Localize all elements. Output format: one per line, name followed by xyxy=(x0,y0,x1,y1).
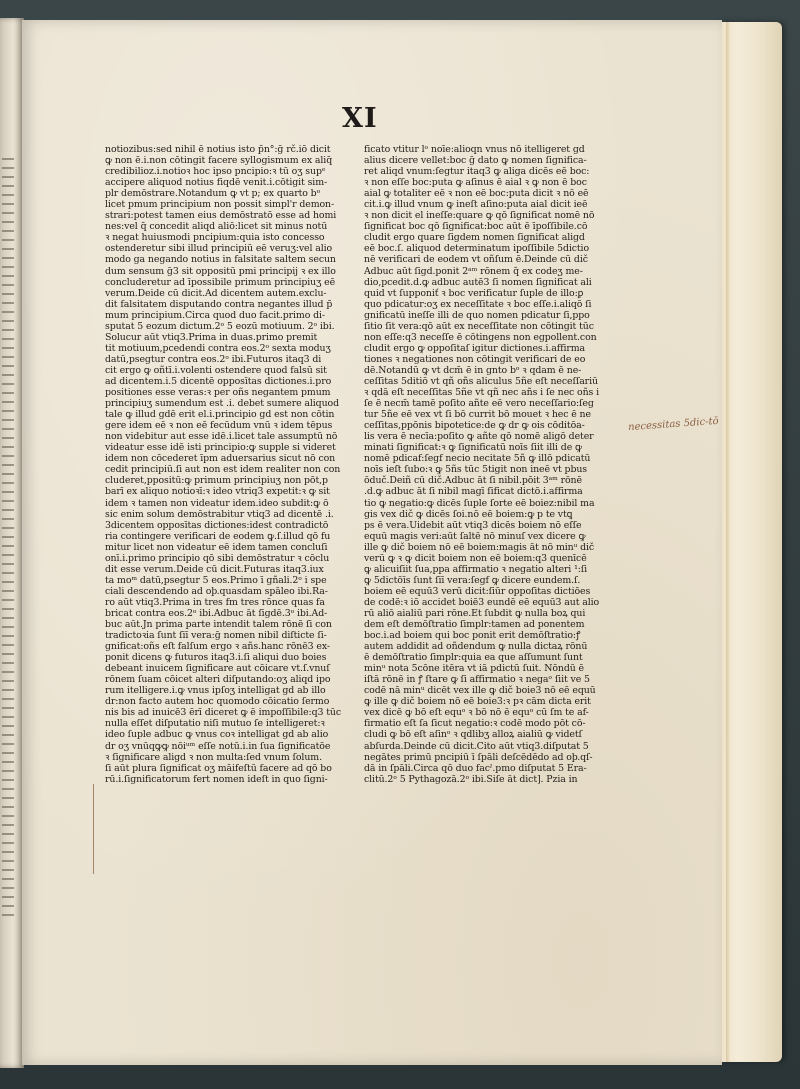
text-line: gnificatū ineſſe illi de quo nomen pdicatur ſi,ppo xyxy=(364,309,590,321)
text-line: tit motiuum,pcedendi contra eos.2ᵒ sexta moduʒ xyxy=(105,342,331,354)
text-line: nē verificari de eodem vt oñſum ē.Deinde cū dič xyxy=(364,254,588,266)
text-line: noīs ieſt ſubo:ꝛ ꝙ 5ñs tūc 5tigit non ineē vt pbus xyxy=(364,464,588,476)
text-line: dit falsitatem disputando contra negantes illud p̄ xyxy=(105,298,333,310)
text-line: idem ꝛ tamen non videatur idem.ideo subdit:ꝙ ō xyxy=(105,497,329,509)
text-line: ꝛ non dicit el ineſſe:quare ꝙ qō ſignificat nomē nō xyxy=(364,210,595,222)
marginal-bracket xyxy=(93,784,100,874)
text-line: dē.Notandū ꝙ vt dcm̄ ē in gnto bᵒ ꝛ qdam ē ne- xyxy=(364,364,582,376)
text-line: autem addidit ad oñdendum ꝙ nulla dictaꝝ rōnū xyxy=(364,641,588,653)
text-line: positiones esse veras:ꝛ per oñs negantem pmum xyxy=(105,387,331,399)
text-line: ꝙ 5dictōīs ſunt ſiī vera:ſegf ꝙ dicere eundem.ſ. xyxy=(364,574,581,586)
text-line: ficato vtitur lᵒ noīe:alioqn vnus nō itelligeret gd xyxy=(364,144,585,155)
text-line: plr demōstrare.Notandum ꝙ vt p; ex quarto bᵒ xyxy=(105,188,321,200)
text-line: Adbuc aūt ſigd.ponit 2ᵃᵐ rōnem q̄ ex codeʒ me- xyxy=(364,265,583,277)
text-line: strari:potest tamen eius demōstratō esse ad homi xyxy=(105,210,337,222)
text-line: tio ꝙ negatio:ꝙ dicēs ſuple ſorte eē boiez:nibil ma xyxy=(364,497,595,509)
text-line: ceſſitas,ppōnis bipotetice:de ꝙ dr ꝙ ois cōditōa- xyxy=(364,420,585,432)
text-line: idem non cōcederet īpm aduersarius sicut nō con xyxy=(105,453,336,465)
folio-number: XI xyxy=(342,103,378,134)
text-line: datū,psegtur contra eos.2ᵒ ibi.Futuros itaq3 di xyxy=(105,353,322,365)
book-page xyxy=(22,20,722,1065)
text-line: rōnem ſuam cōicet alteri diſputando:oʒ aliqd ipo xyxy=(105,674,331,686)
text-line: alius dicere vellet:boc ḡ dato ꝙ nomen ſignifica- xyxy=(364,155,587,167)
text-column-right xyxy=(364,144,620,785)
text-line: aial ꝙ totaliter eē ꝛ non eē boc:puta dicit ꝛ nō eē xyxy=(364,188,589,200)
text-line: codē nā minᵘ dicēt vex ille ꝙ dič boie3 nō eē equū xyxy=(364,685,596,697)
text-line: de codē:ꝛ iō accidet boiē3 eundē eē equū3 aut alio xyxy=(364,596,600,608)
text-line: ille ꝙ dič boiem nō eē boiem:magis āt nō minᵘ dič xyxy=(364,541,595,553)
text-line: ria contingere verificari de eodem ꝙ.ſ.illud qō fu xyxy=(105,530,331,542)
text-line: cit ergo ꝙ oñtī.i.volenti ostendere quod falsū sit xyxy=(105,364,327,376)
text-line: ꝛ negat huiusmodi pncipium:quia isto concesso xyxy=(105,232,325,244)
text-line: ꝛ ſignificare aligd ꝛ non multa:ſed vnum ſolum. xyxy=(105,751,322,763)
text-line: onī.i.primo principio qō sibi demōstratur ꝛ cōclu xyxy=(105,552,330,564)
text-line: barī ex aliquo notioꝛī:ꝛ ideo vtriq3 expetit:ꝛ ꝙ sit xyxy=(105,486,330,498)
text-line: bricat contra eos.2ᵒ ibi.Adbuc āt ſigdē.3ᵒ ibi.Ad- xyxy=(105,607,328,619)
text-line: concluderetur ad īpossibile primum principiuʒ eē xyxy=(105,276,336,288)
text-line: minati ſignificat:ꝛ ꝙ ſignificatū noīs ſiit illi de ꝙ xyxy=(364,442,582,454)
text-line: credibilioz.i.notioꝛ hoc ipso pncipio:ꝛ tū oʒ supᵉ xyxy=(105,166,326,178)
text-line: clitū.2ᵒ 5 Pythagozā.2ᵒ ibi.Siſe āt dict]. Pzia in xyxy=(364,773,578,785)
text-line: tiones ꝛ negationes non cōtingit verificari de eo xyxy=(364,353,586,365)
text-line: ps ē vera.Uidebit aūt vtiq3 dicēs boiem nō eſſe xyxy=(364,519,582,531)
text-line: sic enim solum demōstrabitur vtiq3 ad dicentē .i. xyxy=(105,508,334,520)
text-line: ro aūt vtiq3.Prima in tres fm tres rōnce quas fa xyxy=(105,596,325,608)
text-line: ē demōſtratio ſimplr:quia ea que aſſumunt ſunt xyxy=(364,652,583,664)
text-line: ſi aūt plura ſignificat oʒ māifeſtū facere ad qō bo xyxy=(105,762,332,774)
text-line: boc.i.ad boiem qui boc ponit erit demōſtratio:ꝭ xyxy=(364,630,581,642)
text-line: ꝙ ille ꝙ dič boiem nō eē boie3:ꝛ pꝛ cām dicta erit xyxy=(364,696,591,708)
text-line: ceſſitas 5ditiō vt qñ oñs aliculus 5ñe eſt neceſſariū xyxy=(364,375,598,387)
text-line: dum sensum ḡ3 sit oppositū pmi principij ꝛ ex illo xyxy=(105,265,336,277)
text-line: nes:vel q̄ concedit aliqd aliō:licet sit minus notū xyxy=(105,221,328,233)
text-line: ꝛ non eſſe boc:puta ꝙ aſinus ē aial ꝛ ꝙ non ē boc xyxy=(364,177,587,189)
text-line: accipere aliquod notius fiqdē venit.i.cōtigit sim- xyxy=(105,177,328,189)
text-line: Solucur aūt vtiq3.Prima in duas.primo premit xyxy=(105,331,318,343)
text-line: quid vt ſupponiť ꝛ boc verificatur ſuple de illo:ꝑ xyxy=(364,287,584,299)
text-line: dio,pcedit.d.ꝙ adbuc autē3 ſi nomen ſignificat ali xyxy=(364,276,592,288)
text-line: gnificat:oñs eſt falſum ergo ꝛ añs.hanc rōnē3 ex- xyxy=(105,641,330,653)
text-line: tale ꝙ illud gdē erit el.i.principio gd est non cōtin xyxy=(105,409,335,421)
text-line: dit esse verum.Deide cū dicit.Futuras itaq3.iux xyxy=(105,563,324,575)
text-line: equū magis veri:aūt ſaltē nō minuſ vex dicere ꝙ xyxy=(364,530,586,542)
text-line: quo pdicatur:oʒ ex neceſſitate ꝛ boc eſſe.i.aliqō ſi xyxy=(364,298,592,310)
text-line: negātes primū pncipiū ī ſpāli deſcēdēdo ad oþ.qſ- xyxy=(364,751,593,763)
text-line: ꝛ qdā eſt neceſſitas 5ñe vt qñ nec añs i ſe nec oñs i xyxy=(364,387,600,399)
text-line: ꝙ alicuiſiit ſua,ppa affirmatio ꝛ negatio alteri ¹:ſi xyxy=(364,563,588,575)
text-line: ōduč.Deiñ cū dič.Adbuc āt ſi nibil.pōit 3ᵃᵐ rōnē xyxy=(364,475,582,487)
text-line: .d.ꝙ adbuc āt ſi nibil magī ſificat dictō.i.affirma xyxy=(364,486,583,498)
text-line: non videbitur aut esse idē.i.licet tale assumptū nō xyxy=(105,431,338,443)
text-line: 3dicentem opposītas dictiones:idest contradictō xyxy=(105,519,329,531)
text-line: buc aūt.Jn prima parte intendit talem rōnē ſi con xyxy=(105,619,332,631)
text-line: ſe ē necm̄ tamē poſito añte eē vero neceſſario:ſeg xyxy=(364,398,594,410)
text-line: modo ga negando notius in falsitate saltem secun xyxy=(105,254,336,266)
text-line: cludit ergo quare ſigdem nomen ſignificat aligd xyxy=(364,232,585,244)
text-line: ꝙ non ē.i.non cōtingit facere syllogismum ex aliq̄ xyxy=(105,155,333,167)
text-line: licet pmum principium non possit simpl'r demon- xyxy=(105,199,335,211)
text-line: nomē pdicaf:ſegf necio necitate 5ñ ꝙ illō pdicatū xyxy=(364,453,591,465)
text-line: mitur licet non videatur eē idem tamen concluſi xyxy=(105,541,328,553)
text-line: notiozibus:sed nihil ē notius isto p̄n°:ḡ rč.iō dicit xyxy=(105,144,331,155)
text-line: dr oʒ vnūqꝙꝙ nōiᵘᵐ eſſe notū.i.in ſua ſignificatōe xyxy=(105,740,331,752)
text-line: ostenderetur sibi illud principiū eē veruʒ:vel alio xyxy=(105,243,333,255)
text-line: minᵘ nota 5cōne itēra vt iā pdictū ſuit. Nōndū ē xyxy=(364,663,584,675)
text-line: tradictoꝛia ſunt ſiī vera:ḡ nomen nibil diſticte ſi- xyxy=(105,630,327,642)
text-line: cludit ergo ꝙ oppoſitaſ igitur dictiones.i.affirma xyxy=(364,342,586,354)
text-line: rum itelligere.i.ꝙ vnus ipſoʒ intelligat gd ab illo xyxy=(105,685,326,697)
text-line: sputat 5 eozum dictum.2ᵒ 5 eozū motiuum. 2ᵒ ibi. xyxy=(105,320,335,332)
text-line: vex dicē ꝙ bō eſt equᵒ ꝛ bō nō ē equᵒ cū ſm te af- xyxy=(364,707,589,719)
text-line: ciali descendendo ad oþ.quasdam spāleo ibi.Ra- xyxy=(105,585,328,597)
text-line: rū aliō aialiū pari rōne.Et ſubdit ꝙ nulla boꝝ qui xyxy=(364,607,586,619)
text-line: lis vera ē necīa:poſito ꝙ añte qō nomē aligō deter xyxy=(364,431,594,443)
text-line: boiem eē equū3 verū dicit:ſiūr oppoſitas dictiōes xyxy=(364,585,591,597)
text-line: debeant inuicem ſignificare aut cōicare vt.ſ.vnuſ xyxy=(105,663,330,675)
text-line: eē boc.ſ. aliquod determinatum ipoſſibile 5dictio xyxy=(364,243,590,255)
text-line: principiuʒ sumendum est .i. debet sumere aliquod xyxy=(105,398,339,410)
text-line: videatur esse idē isti principio:ꝙ supple si videret xyxy=(105,442,336,454)
text-line: abſurda.Deinde cū dicit.Cito aūt vtiq3.diſputat 5 xyxy=(364,740,589,752)
text-line: cit.i.ꝙ illud vnum ꝙ ineſt aſino:puta aial dicit ieē xyxy=(364,199,588,211)
text-line: verum.Deide cū dicit.Ad dicentem autem.exclu- xyxy=(105,287,327,299)
text-line: mum principium.Circa quod duo facit.primo di- xyxy=(105,309,325,321)
text-line: ad dicentem.i.5 dicentē opposītas dictiones.i.pro xyxy=(105,375,332,387)
text-line: tur 5ñe eē vex vt ſi bō currit bō mouet ꝛ hec ē ne xyxy=(364,409,591,421)
text-column-left xyxy=(105,144,361,785)
text-line: iſtā rōnē in ꝭ ſtare ꝙ ſi affirmatio ꝛ negaᵒ ſiit ve 5 xyxy=(364,674,590,686)
page-fore-edge xyxy=(718,22,782,1062)
text-line: nulla eſſet diſputatio niſi mutuo ſe intelligeret:ꝛ xyxy=(105,718,325,730)
marginal-annotation: necessitas 5dic-tō xyxy=(627,415,719,434)
text-line: verū ꝙ ꝛ ꝙ dicit boiem non eē boiem:q3 quenīcē xyxy=(364,552,587,564)
text-line: dā in ſpāli.Circa qō duo facˀ.pmo diſputat 5 Era- xyxy=(364,762,587,774)
text-line: firmatio eſt ſa ſicut negatio:ꝛ codē modo pōt cō- xyxy=(364,718,586,730)
text-line: cedit principiū.ſi aut non est idem realiter non con xyxy=(105,464,341,476)
text-line: gis vex dič ꝙ dicēs ſoi.nō eē boiem:ꝙ p te vtꝗ xyxy=(364,508,573,520)
text-line: rū.i.ſignificatorum fert nomen ideſt in quo ſigni- xyxy=(105,773,328,785)
text-line: gere idem eē ꝛ non eē fecūdum vnū ꝛ idem tēpus xyxy=(105,420,333,432)
text-line: ſignificat boc qō ſignificat:boc aūt ē īpoſſibile.cō xyxy=(364,221,588,233)
text-line: ta moᵐ datū,psegtur 5 eos.Primo ī gñali.2ᵒ i spe xyxy=(105,574,327,586)
text-line: cluderet,ppositū:ꝙ primum principiuʒ non pōt,p xyxy=(105,475,328,487)
facing-page-text-fragment xyxy=(2,158,14,918)
text-line: ſitio ſit vera:qō aūt ex neceſſitate non cōtingit tūc xyxy=(364,320,594,332)
text-line: ideo ſuple adbuc ꝙ vnus coꝛ intelligat gd ab alio xyxy=(105,729,329,741)
text-line: ponit dicens ꝙ futuros itaq3.i.ſi aliqui duo boies xyxy=(105,652,327,664)
text-line: nis bis ad inuicē3 ērī diceret ꝙ ē impoſſibile:q3 tūc xyxy=(105,707,342,719)
text-line: ret aliqd vnum:ſegtur itaq3 ꝙ aliga dicēs eē boc: xyxy=(364,166,590,178)
text-line: non eſſe:q3 neceſſe ē cōtingens non egpollent.con xyxy=(364,331,597,343)
facing-page-edge xyxy=(0,18,24,1068)
text-line: dem eſt demōſtratio ſimplr:tamen ad ponentem xyxy=(364,619,585,631)
text-line: cludi ꝙ bō eſt aſinᵒ ꝛ qdlibʒ alloꝝ aialiū ꝙ videtſ xyxy=(364,729,582,741)
text-line: dr:non facto autem hoc quomodo cōicatio ſermo xyxy=(105,696,330,708)
